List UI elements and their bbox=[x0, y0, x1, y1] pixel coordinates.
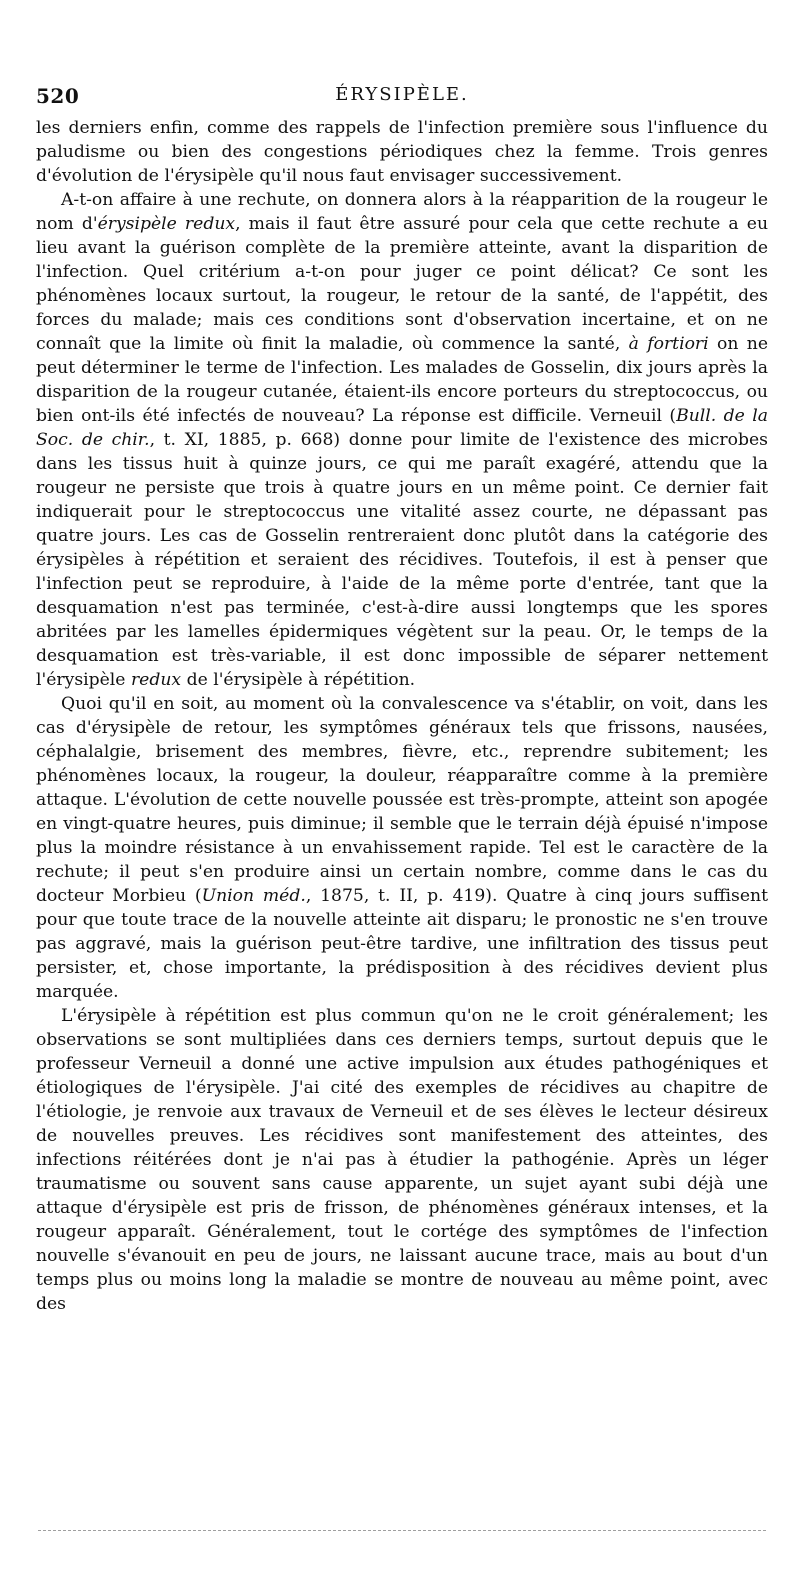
text-segment: , t. XI, 1885, p. 668) donne pour limite de l'existence des microbes dans les tissus huit à quinze jours, ce qui me paraît exagéré, attendu que la rougeur ne persiste que trois à quatre jours en un même point. Ce dernier fait indiquerait pour le streptococcus une vitalité assez courte, ne dépassant pas quatre jours. Les cas de Gosselin rentreraient donc plutôt dans la catégorie des érysipèles à répétition et seraient des récidives. Toutefois, il est à penser que l'infection peut se reproduire, à l'aide de la même porte d'entrée, tant que la desquamation n'est pas terminée, c'est-à-dire aussi longtemps que les spores abritées par les lamelles épidermiques végètent sur la peau. Or, le temps de la desquamation est très-variable, il est donc impossible de séparer nettement l'érysipèle bbox=[36, 430, 768, 690]
text-segment: les derniers enfin, comme des rappels de l'infection première sous l'influence du paludisme ou bien des congestions périodiques chez la femme. Trois genres d'évolution de l'érysipèle qu'il nous faut envisager successivement. bbox=[36, 118, 768, 186]
page-header bbox=[36, 78, 768, 112]
text-segment: on ne peut déterminer le terme de l'infection. Les malades de Gosselin, dix jours après la disparition de la rougeur cutanée, étaient-ils encore porteurs du streptococcus, ou bien ont-ils été infectés de nouveau? La réponse est difficile. Verneuil ( bbox=[36, 334, 768, 426]
body-text bbox=[36, 116, 768, 1316]
paragraph-2 bbox=[36, 188, 768, 692]
italic-term: à fortiori bbox=[628, 334, 709, 354]
italic-term: redux bbox=[130, 670, 182, 690]
paragraph-3 bbox=[36, 692, 768, 1004]
italic-term: érysipèle redux bbox=[97, 214, 236, 234]
italic-citation: Union méd. bbox=[201, 886, 306, 906]
italic-citation: Bull. de la Soc. de chir. bbox=[36, 406, 768, 450]
book-page bbox=[36, 78, 768, 1316]
text-segment: A-t-on affaire à une rechute, on donnera alors à la réapparition de la rougeur le nom d' bbox=[36, 190, 768, 234]
text-segment: Quoi qu'il en soit, au moment où la convalescence va s'établir, on voit, dans les cas d'érysipèle de retour, les symptômes généraux tels que frissons, nausées, céphalalgie, brisement des membres, fièvre, etc., reprendre subitement; les phénomènes locaux, la rougeur, la douleur, réapparaître comme à la première attaque. L'évolution de cette nouvelle poussée est très-prompte, atteint son apogée en vingt-quatre heures, puis diminue; il semble que le terrain déjà épuisé n'impose plus la moindre résistance à un envahissement rapide. Tel est le caractère de la rechute; il peut s'en produire ainsi un certain nombre, comme dans le cas du docteur Morbieu ( bbox=[36, 694, 768, 906]
running-head: ÉRYSIPÈLE. bbox=[335, 84, 469, 105]
paragraph-1 bbox=[36, 116, 768, 188]
page-number: 520 bbox=[36, 84, 80, 108]
text-segment: L'érysipèle à répétition est plus commun qu'on ne le croit généralement; les observations se sont multipliées dans ces derniers temps, surtout depuis que le professeur Verneuil a donné une active impulsion aux études pathogéniques et étiologiques de l'érysipèle. J'ai cité des exemples de récidives au chapitre de l'étiologie, je renvoie aux travaux de Verneuil et de ses élèves le lecteur désireux de nouvelles preuves. Les récidives sont manifestement des atteintes, des infections réitérées dont je n'ai pas à étudier la pathogénie. Après un léger traumatisme ou souvent sans cause apparente, un sujet ayant subi déjà une attaque d'érysipèle est pris de frisson, de phénomènes généraux intenses, et la rougeur apparaît. Généralement, tout le cortége des symptômes de l'infection nouvelle s'évanouit en peu de jours, ne laissant aucune trace, mais au bout d'un temps plus ou moins long la maladie se montre de nouveau au même point, avec des bbox=[36, 1006, 768, 1314]
text-segment: , mais il faut être assuré pour cela que cette rechute a eu lieu avant la guérison complète de la première atteinte, avant la disparition de l'infection. Quel critérium a-t-on pour juger ce point délicat? Ce sont les phénomènes locaux surtout, la rougeur, le retour de la santé, de l'appétit, des forces du malade; mais ces conditions sont d'observation incertaine, et on ne connaît que la limite où finit la maladie, où commence la santé, bbox=[36, 214, 769, 354]
text-segment: , 1875, t. II, p. 419). Quatre à cinq jours suffisent pour que toute trace de la nouvelle atteinte ait disparu; le pronostic ne s'en trouve pas aggravé, mais la guérison peut-être tardive, une infiltration des tissus peut persister, et, chose importante, la prédisposition à des récidives devient plus marquée. bbox=[36, 886, 768, 1002]
bottom-dotted-rule bbox=[38, 1530, 766, 1531]
text-segment: de l'érysipèle à répétition. bbox=[181, 670, 416, 690]
paragraph-4 bbox=[36, 1004, 768, 1316]
